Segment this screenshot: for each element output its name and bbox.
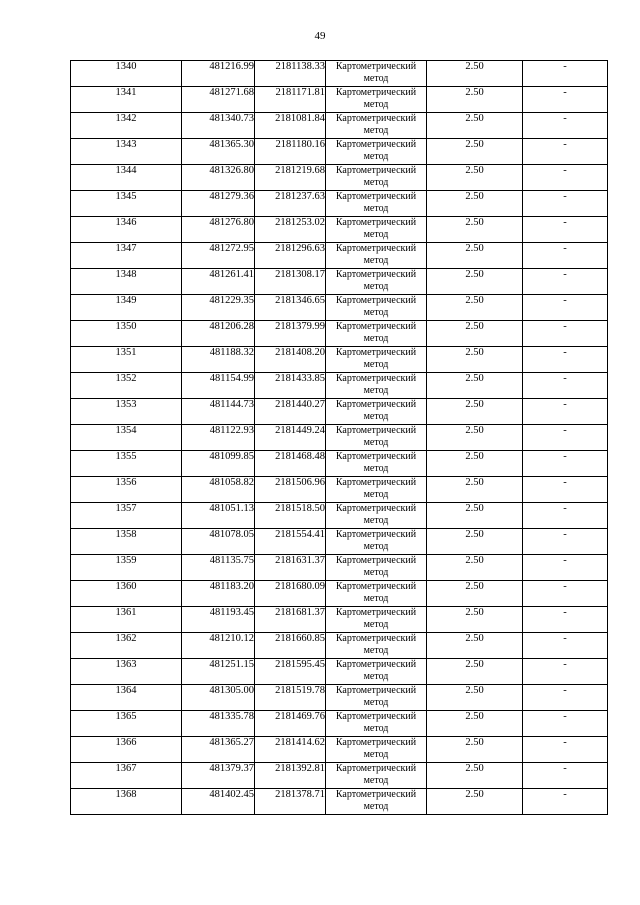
- precision-cell: 2.50: [427, 347, 523, 373]
- method-cell: [326, 217, 427, 243]
- precision-cell: 2.50: [427, 659, 523, 685]
- description-cell: -: [523, 295, 608, 321]
- description-cell: -: [523, 659, 608, 685]
- method-cell: [326, 737, 427, 763]
- y-coordinate-cell: 2181595.45: [255, 659, 326, 685]
- method-cell: [326, 243, 427, 269]
- method-line-2: метод: [363, 723, 389, 734]
- point-number-cell: 1358: [71, 529, 182, 555]
- x-coordinate-cell: 481135.75: [182, 555, 255, 581]
- description-cell: -: [523, 321, 608, 347]
- method-line-2: метод: [363, 177, 389, 188]
- y-coordinate-cell: 2181660.85: [255, 633, 326, 659]
- y-coordinate-cell: 2181440.27: [255, 399, 326, 425]
- method-cell: [326, 633, 427, 659]
- x-coordinate-cell: 481326.80: [182, 165, 255, 191]
- precision-cell: 2.50: [427, 113, 523, 139]
- table-row: [71, 711, 608, 737]
- x-coordinate-cell: 481183.20: [182, 581, 255, 607]
- y-coordinate-cell: 2181392.81: [255, 763, 326, 789]
- table-row: [71, 581, 608, 607]
- y-coordinate-cell: 2181237.63: [255, 191, 326, 217]
- method-cell: [326, 685, 427, 711]
- table-row: [71, 607, 608, 633]
- point-number-cell: 1356: [71, 477, 182, 503]
- description-cell: -: [523, 607, 608, 633]
- description-cell: -: [523, 503, 608, 529]
- precision-cell: 2.50: [427, 373, 523, 399]
- precision-cell: 2.50: [427, 633, 523, 659]
- description-cell: -: [523, 685, 608, 711]
- point-number-cell: 1357: [71, 503, 182, 529]
- x-coordinate-cell: 481379.37: [182, 763, 255, 789]
- table-row: [71, 789, 608, 815]
- table-row: [71, 477, 608, 503]
- method-line-1: Картометрический: [335, 217, 417, 228]
- y-coordinate-cell: 2181469.76: [255, 711, 326, 737]
- method-line-2: метод: [363, 151, 389, 162]
- table-row: [71, 659, 608, 685]
- precision-cell: 2.50: [427, 737, 523, 763]
- point-number-cell: 1365: [71, 711, 182, 737]
- point-number-cell: 1362: [71, 633, 182, 659]
- method-line-2: метод: [363, 463, 389, 474]
- x-coordinate-cell: 481154.99: [182, 373, 255, 399]
- method-line-1: Картометрический: [335, 61, 417, 72]
- table-row: [71, 139, 608, 165]
- point-number-cell: 1361: [71, 607, 182, 633]
- description-cell: -: [523, 477, 608, 503]
- precision-cell: 2.50: [427, 61, 523, 87]
- precision-cell: 2.50: [427, 243, 523, 269]
- description-cell: -: [523, 269, 608, 295]
- method-line-2: метод: [363, 307, 389, 318]
- method-line-1: Картометрический: [335, 321, 417, 332]
- precision-cell: 2.50: [427, 269, 523, 295]
- point-number-cell: 1368: [71, 789, 182, 815]
- precision-cell: 2.50: [427, 451, 523, 477]
- x-coordinate-cell: 481365.27: [182, 737, 255, 763]
- y-coordinate-cell: 2181180.16: [255, 139, 326, 165]
- method-cell: [326, 399, 427, 425]
- method-cell: [326, 321, 427, 347]
- method-line-2: метод: [363, 125, 389, 136]
- method-line-2: метод: [363, 645, 389, 656]
- method-line-2: метод: [363, 99, 389, 110]
- method-line-2: метод: [363, 411, 389, 422]
- precision-cell: 2.50: [427, 763, 523, 789]
- point-number-cell: 1363: [71, 659, 182, 685]
- method-line-1: Картометрический: [335, 191, 417, 202]
- table-row: [71, 191, 608, 217]
- precision-cell: 2.50: [427, 477, 523, 503]
- method-line-2: метод: [363, 359, 389, 370]
- description-cell: -: [523, 139, 608, 165]
- method-cell: [326, 373, 427, 399]
- method-cell: [326, 555, 427, 581]
- method-cell: [326, 789, 427, 815]
- method-cell: [326, 451, 427, 477]
- x-coordinate-cell: 481276.80: [182, 217, 255, 243]
- method-cell: [326, 763, 427, 789]
- x-coordinate-cell: 481261.41: [182, 269, 255, 295]
- description-cell: -: [523, 529, 608, 555]
- y-coordinate-cell: 2181554.41: [255, 529, 326, 555]
- description-cell: -: [523, 191, 608, 217]
- method-cell: [326, 295, 427, 321]
- method-line-1: Картометрический: [335, 711, 417, 722]
- point-number-cell: 1355: [71, 451, 182, 477]
- method-cell: [326, 659, 427, 685]
- x-coordinate-cell: 481210.12: [182, 633, 255, 659]
- method-line-2: метод: [363, 489, 389, 500]
- method-cell: [326, 425, 427, 451]
- y-coordinate-cell: 2181468.48: [255, 451, 326, 477]
- point-number-cell: 1367: [71, 763, 182, 789]
- x-coordinate-cell: 481251.15: [182, 659, 255, 685]
- method-cell: [326, 711, 427, 737]
- method-line-1: Картометрический: [335, 503, 417, 514]
- method-cell: [326, 87, 427, 113]
- description-cell: -: [523, 581, 608, 607]
- x-coordinate-cell: 481305.00: [182, 685, 255, 711]
- point-number-cell: 1366: [71, 737, 182, 763]
- description-cell: -: [523, 399, 608, 425]
- table-row: [71, 737, 608, 763]
- x-coordinate-cell: 481402.45: [182, 789, 255, 815]
- method-line-1: Картометрический: [335, 763, 417, 774]
- method-line-2: метод: [363, 749, 389, 760]
- x-coordinate-cell: 481271.68: [182, 87, 255, 113]
- method-cell: [326, 607, 427, 633]
- x-coordinate-cell: 481206.28: [182, 321, 255, 347]
- x-coordinate-cell: 481365.30: [182, 139, 255, 165]
- point-number-cell: 1348: [71, 269, 182, 295]
- point-number-cell: 1360: [71, 581, 182, 607]
- method-line-1: Картометрический: [335, 529, 417, 540]
- description-cell: -: [523, 165, 608, 191]
- method-cell: [326, 529, 427, 555]
- precision-cell: 2.50: [427, 399, 523, 425]
- description-cell: -: [523, 61, 608, 87]
- x-coordinate-cell: 481340.73: [182, 113, 255, 139]
- method-line-2: метод: [363, 775, 389, 786]
- y-coordinate-cell: 2181414.62: [255, 737, 326, 763]
- precision-cell: 2.50: [427, 295, 523, 321]
- y-coordinate-cell: 2181219.68: [255, 165, 326, 191]
- method-line-1: Картометрический: [335, 165, 417, 176]
- precision-cell: 2.50: [427, 607, 523, 633]
- description-cell: -: [523, 763, 608, 789]
- y-coordinate-cell: 2181253.02: [255, 217, 326, 243]
- point-number-cell: 1354: [71, 425, 182, 451]
- method-line-1: Картометрический: [335, 295, 417, 306]
- description-cell: -: [523, 373, 608, 399]
- method-line-2: метод: [363, 671, 389, 682]
- method-line-2: метод: [363, 567, 389, 578]
- method-line-2: метод: [363, 437, 389, 448]
- method-cell: [326, 191, 427, 217]
- y-coordinate-cell: 2181378.71: [255, 789, 326, 815]
- table-row: [71, 295, 608, 321]
- method-cell: [326, 503, 427, 529]
- x-coordinate-cell: 481279.36: [182, 191, 255, 217]
- x-coordinate-cell: 481058.82: [182, 477, 255, 503]
- method-line-2: метод: [363, 281, 389, 292]
- precision-cell: 2.50: [427, 789, 523, 815]
- table-row: [71, 61, 608, 87]
- table-row: [71, 633, 608, 659]
- precision-cell: 2.50: [427, 581, 523, 607]
- point-number-cell: 1342: [71, 113, 182, 139]
- table-row: [71, 87, 608, 113]
- y-coordinate-cell: 2181379.99: [255, 321, 326, 347]
- table-row: [71, 399, 608, 425]
- point-number-cell: 1343: [71, 139, 182, 165]
- method-line-1: Картометрический: [335, 555, 417, 566]
- y-coordinate-cell: 2181518.50: [255, 503, 326, 529]
- method-line-2: метод: [363, 593, 389, 604]
- precision-cell: 2.50: [427, 217, 523, 243]
- table-row: [71, 321, 608, 347]
- precision-cell: 2.50: [427, 685, 523, 711]
- table-row: [71, 347, 608, 373]
- x-coordinate-cell: 481099.85: [182, 451, 255, 477]
- precision-cell: 2.50: [427, 529, 523, 555]
- point-number-cell: 1345: [71, 191, 182, 217]
- table-row: [71, 685, 608, 711]
- description-cell: -: [523, 451, 608, 477]
- table-row: [71, 503, 608, 529]
- y-coordinate-cell: 2181408.20: [255, 347, 326, 373]
- method-line-1: Картометрический: [335, 581, 417, 592]
- description-cell: -: [523, 633, 608, 659]
- point-number-cell: 1344: [71, 165, 182, 191]
- description-cell: -: [523, 243, 608, 269]
- method-line-1: Картометрический: [335, 685, 417, 696]
- description-cell: -: [523, 87, 608, 113]
- method-line-1: Картометрический: [335, 451, 417, 462]
- method-line-1: Картометрический: [335, 347, 417, 358]
- description-cell: -: [523, 711, 608, 737]
- y-coordinate-cell: 2181308.17: [255, 269, 326, 295]
- table-row: [71, 165, 608, 191]
- method-line-1: Картометрический: [335, 87, 417, 98]
- precision-cell: 2.50: [427, 191, 523, 217]
- table-row: [71, 529, 608, 555]
- x-coordinate-cell: 481335.78: [182, 711, 255, 737]
- precision-cell: 2.50: [427, 503, 523, 529]
- method-line-1: Картометрический: [335, 269, 417, 280]
- method-line-2: метод: [363, 515, 389, 526]
- method-cell: [326, 139, 427, 165]
- method-line-2: метод: [363, 73, 389, 84]
- description-cell: -: [523, 425, 608, 451]
- method-line-2: метод: [363, 255, 389, 266]
- page-number: 49: [314, 30, 326, 42]
- x-coordinate-cell: 481216.99: [182, 61, 255, 87]
- table-row: [71, 763, 608, 789]
- y-coordinate-cell: 2181631.37: [255, 555, 326, 581]
- method-cell: [326, 347, 427, 373]
- x-coordinate-cell: 481051.13: [182, 503, 255, 529]
- method-line-2: метод: [363, 203, 389, 214]
- point-number-cell: 1349: [71, 295, 182, 321]
- y-coordinate-cell: 2181519.78: [255, 685, 326, 711]
- method-cell: [326, 269, 427, 295]
- method-cell: [326, 61, 427, 87]
- method-line-2: метод: [363, 385, 389, 396]
- method-line-2: метод: [363, 619, 389, 630]
- x-coordinate-cell: 481193.45: [182, 607, 255, 633]
- description-cell: -: [523, 737, 608, 763]
- x-coordinate-cell: 481122.93: [182, 425, 255, 451]
- method-cell: [326, 165, 427, 191]
- y-coordinate-cell: 2181506.96: [255, 477, 326, 503]
- description-cell: -: [523, 347, 608, 373]
- method-line-2: метод: [363, 541, 389, 552]
- point-number-cell: 1350: [71, 321, 182, 347]
- point-number-cell: 1364: [71, 685, 182, 711]
- method-line-1: Картометрический: [335, 243, 417, 254]
- table-row: [71, 425, 608, 451]
- x-coordinate-cell: 481188.32: [182, 347, 255, 373]
- y-coordinate-cell: 2181081.84: [255, 113, 326, 139]
- precision-cell: 2.50: [427, 139, 523, 165]
- point-number-cell: 1347: [71, 243, 182, 269]
- table-row: [71, 555, 608, 581]
- y-coordinate-cell: 2181449.24: [255, 425, 326, 451]
- description-cell: -: [523, 217, 608, 243]
- point-number-cell: 1353: [71, 399, 182, 425]
- method-line-2: метод: [363, 333, 389, 344]
- method-line-2: метод: [363, 229, 389, 240]
- description-cell: -: [523, 555, 608, 581]
- x-coordinate-cell: 481272.95: [182, 243, 255, 269]
- description-cell: -: [523, 789, 608, 815]
- method-line-1: Картометрический: [335, 113, 417, 124]
- point-number-cell: 1352: [71, 373, 182, 399]
- method-line-2: метод: [363, 697, 389, 708]
- point-number-cell: 1340: [71, 61, 182, 87]
- point-number-cell: 1351: [71, 347, 182, 373]
- description-cell: -: [523, 113, 608, 139]
- method-line-1: Картометрический: [335, 425, 417, 436]
- precision-cell: 2.50: [427, 555, 523, 581]
- table-row: [71, 243, 608, 269]
- table-row: [71, 373, 608, 399]
- method-line-1: Картометрический: [335, 737, 417, 748]
- table-row: [71, 451, 608, 477]
- method-cell: [326, 581, 427, 607]
- method-line-1: Картометрический: [335, 659, 417, 670]
- y-coordinate-cell: 2181680.09: [255, 581, 326, 607]
- precision-cell: 2.50: [427, 87, 523, 113]
- y-coordinate-cell: 2181171.81: [255, 87, 326, 113]
- precision-cell: 2.50: [427, 425, 523, 451]
- table-row: [71, 269, 608, 295]
- precision-cell: 2.50: [427, 165, 523, 191]
- precision-cell: 2.50: [427, 711, 523, 737]
- method-line-1: Картометрический: [335, 139, 417, 150]
- x-coordinate-cell: 481078.05: [182, 529, 255, 555]
- coordinates-table: [70, 60, 608, 815]
- table-row: [71, 217, 608, 243]
- x-coordinate-cell: 481144.73: [182, 399, 255, 425]
- coordinates-table-body: [71, 61, 608, 815]
- y-coordinate-cell: 2181138.33: [255, 61, 326, 87]
- point-number-cell: 1341: [71, 87, 182, 113]
- method-line-1: Картометрический: [335, 477, 417, 488]
- method-line-1: Картометрический: [335, 373, 417, 384]
- method-line-1: Картометрический: [335, 607, 417, 618]
- point-number-cell: 1346: [71, 217, 182, 243]
- y-coordinate-cell: 2181296.63: [255, 243, 326, 269]
- y-coordinate-cell: 2181346.65: [255, 295, 326, 321]
- method-line-1: Картометрический: [335, 633, 417, 644]
- y-coordinate-cell: 2181433.85: [255, 373, 326, 399]
- table-row: [71, 113, 608, 139]
- method-cell: [326, 113, 427, 139]
- y-coordinate-cell: 2181681.37: [255, 607, 326, 633]
- x-coordinate-cell: 481229.35: [182, 295, 255, 321]
- method-line-2: метод: [363, 801, 389, 812]
- method-cell: [326, 477, 427, 503]
- method-line-1: Картометрический: [335, 789, 417, 800]
- precision-cell: 2.50: [427, 321, 523, 347]
- point-number-cell: 1359: [71, 555, 182, 581]
- method-line-1: Картометрический: [335, 399, 417, 410]
